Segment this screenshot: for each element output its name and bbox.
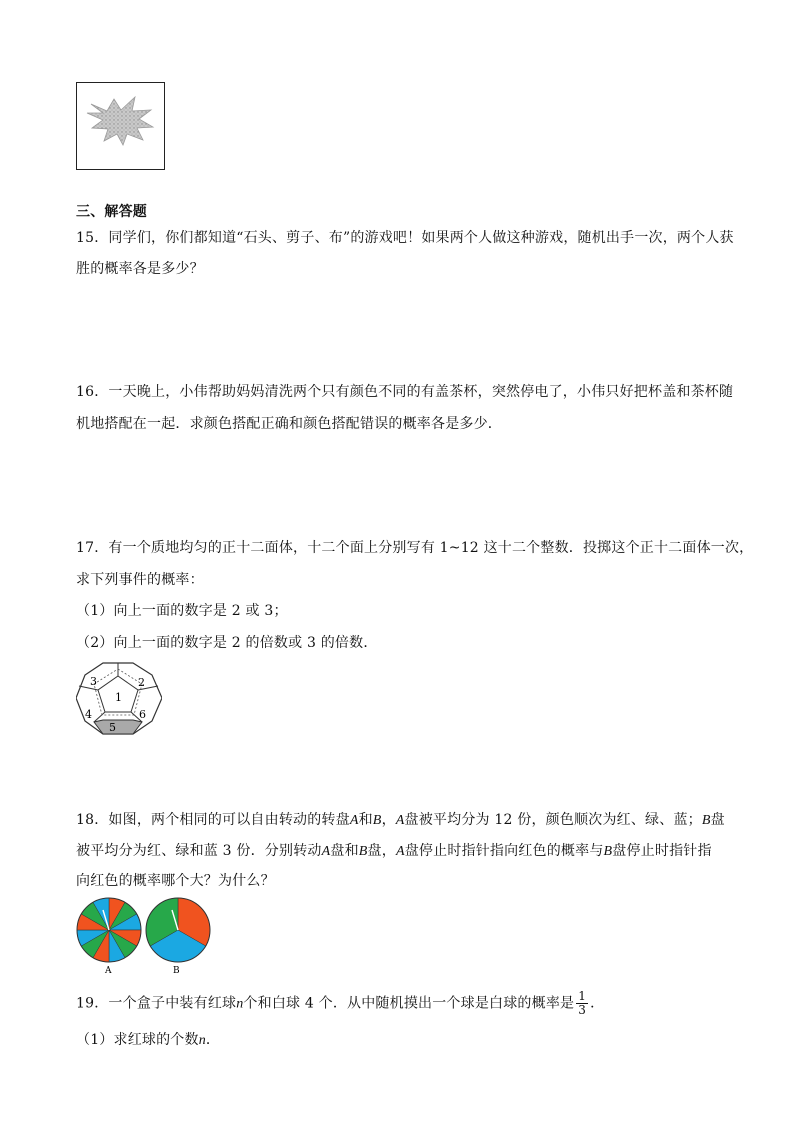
- q18-l2-d: 盘停止时指针指向红色的概率与: [404, 843, 604, 859]
- q19-sub1-a: （1）求红球的个数: [76, 1032, 199, 1048]
- q19-fraction-num: 1: [578, 989, 587, 1003]
- face-label-6: 6: [139, 708, 146, 721]
- q18-l1-B: B: [372, 813, 382, 828]
- q18-l2-c: 盘，: [367, 843, 396, 859]
- q17-line-1: 17．有一个质地均匀的正十二面体，十二个面上分别写有 1~12 这十二个整数．投掷这个正十二面体一次，: [76, 540, 754, 556]
- q18-l1-A2: A: [395, 813, 405, 828]
- q19-l1-a: 19．一个盒子中装有红球: [76, 995, 237, 1012]
- face-label-5: 5: [109, 721, 116, 734]
- q18-l2-A2: A: [395, 844, 405, 859]
- starburst-shape: [77, 83, 163, 168]
- q19-sub1-b: ．: [205, 1032, 221, 1048]
- q15-line-1: 15．同学们，你们都知道“石头、剪子、布”的游戏吧！如果两个人做这种游戏，随机出手一次，两个人获: [76, 230, 734, 246]
- q19-sub-1: [76, 1030, 220, 1051]
- q18-l2-B: B: [358, 844, 368, 859]
- q18-l2-e: 盘停止时指针指: [612, 843, 712, 859]
- q19-sub1-n: n: [198, 1033, 206, 1048]
- spinner-figure: [76, 896, 216, 976]
- q19-l1-c: ．: [590, 995, 605, 1012]
- q19-fraction-den: 3: [578, 1003, 587, 1017]
- section-heading: 三、解答题: [76, 204, 147, 220]
- dodecahedron-bottom-face: [94, 720, 142, 734]
- face-label-2: 2: [138, 676, 145, 689]
- q19-fraction: [576, 990, 588, 1017]
- q18-l1-d: 盘被平均分为 12 份，颜色顺次为红、绿、蓝；: [404, 812, 702, 828]
- q18-l1-b: 和: [358, 812, 373, 828]
- q19-line-1: [76, 990, 604, 1017]
- spinner-b: [146, 898, 210, 962]
- q18-line-3: 向红色的概率哪个大？为什么？: [76, 873, 275, 889]
- q18-l2-B2: B: [603, 844, 613, 859]
- spinner-a-label: A: [105, 966, 112, 976]
- q18-l2-a: 被平均分为红、绿和蓝 3 份．分别转动: [76, 843, 322, 859]
- q19-var-n: n: [236, 996, 244, 1012]
- q18-l1-B2: B: [701, 813, 711, 828]
- face-label-3: 3: [90, 675, 97, 688]
- spinner-a: [77, 898, 141, 962]
- face-label-4: 4: [85, 708, 92, 721]
- q17-line-2: 求下列事件的概率：: [76, 572, 204, 588]
- q18-line-1: [76, 810, 725, 831]
- q18-l1-A: A: [349, 813, 359, 828]
- starburst-figure-box: [76, 82, 165, 170]
- q18-l1-a: 18．如图，两个相同的可以自由转动的转盘: [76, 812, 350, 828]
- q18-l2-A: A: [321, 844, 331, 859]
- dodecahedron-figure: [76, 660, 162, 738]
- face-label-1: 1: [115, 691, 122, 704]
- q19-l1-b: 个和白球 4 个．从中随机摸出一个球是白球的概率是: [243, 995, 575, 1012]
- q18-line-2: [76, 841, 712, 862]
- q17-sub-1: （1）向上一面的数字是 2 或 3；: [76, 603, 288, 619]
- spinner-b-label: B: [173, 966, 180, 976]
- q16-line-1: 16．一天晚上，小伟帮助妈妈清洗两个只有颜色不同的有盖茶杯，突然停电了，小伟只好把杯盖和茶杯随: [76, 384, 734, 400]
- q18-l1-c: ，: [381, 812, 396, 828]
- q15-line-2: 胜的概率各是多少？: [76, 261, 204, 277]
- q18-l2-b: 盘和: [330, 843, 359, 859]
- q17-sub-2: （2）向上一面的数字是 2 的倍数或 3 的倍数．: [76, 635, 378, 651]
- q18-l1-e: 盘: [710, 812, 725, 828]
- q16-line-2: 机地搭配在一起．求颜色搭配正确和颜色搭配错误的概率各是多少．: [76, 416, 502, 432]
